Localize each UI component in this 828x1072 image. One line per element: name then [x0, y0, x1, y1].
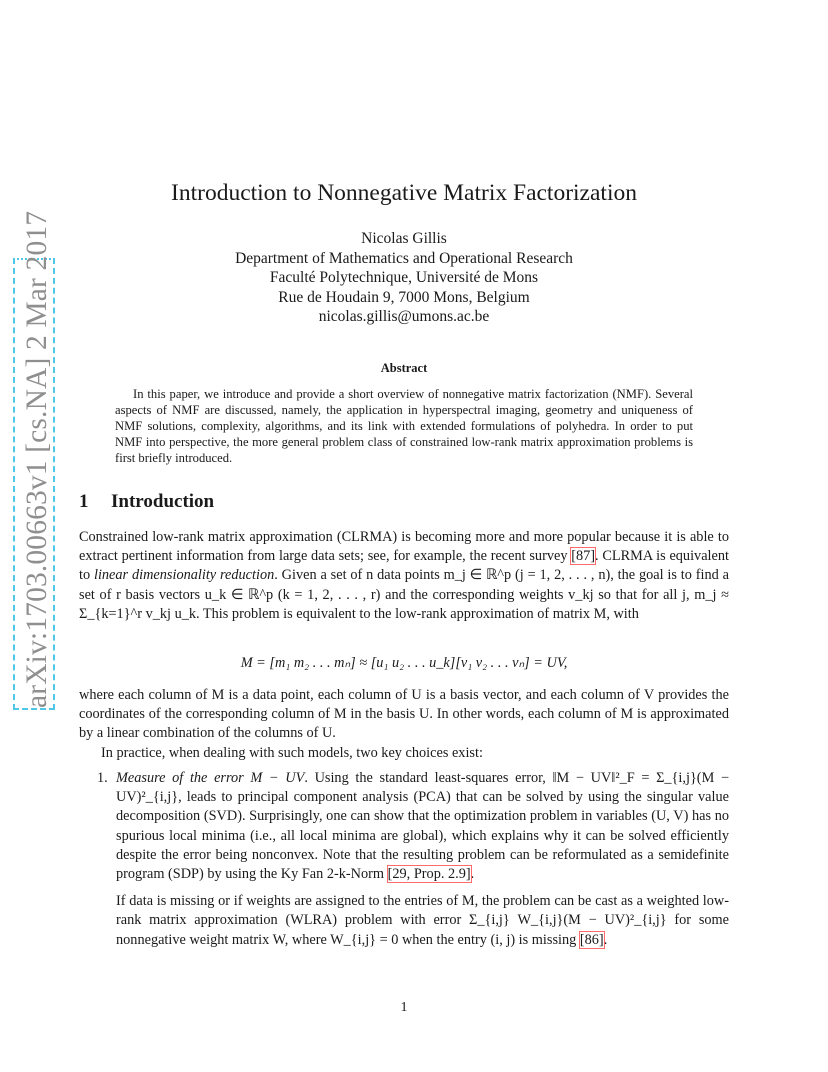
section-number: 1: [79, 491, 89, 512]
author-email[interactable]: nicolas.gillis@umons.ac.be: [318, 308, 490, 325]
affiliation-line: Rue de Houdain 9, 7000 Mons, Belgium: [278, 288, 530, 306]
page-number: 1: [400, 1000, 408, 1015]
list-marker: 1.: [97, 770, 108, 786]
citation-link[interactable]: [29, Prop. 2.9]: [387, 866, 471, 883]
equation: M = [m₁ m₂ . . . mₙ] ≈ [u₁ u₂ . . . u_k][v₁ v₂ . . . vₙ] = UV,: [240, 655, 568, 671]
list-item-text: .: [603, 931, 608, 948]
arxiv-identifier[interactable]: arXiv:1703.00663v1 [cs.NA] 2 Mar 2017: [21, 210, 53, 708]
section-heading: [79, 491, 214, 513]
paragraph-text: . CLRMA is equivalent to: [79, 548, 729, 584]
list-item: [79, 769, 729, 884]
paragraph-text: . Given a set of n data points m_j ∈ ℝ^p (j = 1, 2, . . . , n), the goal is to find a set of r basis vectors u_k ∈ ℝ^p (k = 1, 2, . . . , r) and the corresponding weights v_kj so that for all j, m_j ≈ Σ_{k=1}^r v_kj u_k. This problem is equivalent to the low-rank approximation of matrix M, with: [79, 567, 729, 622]
paper-title: Introduction to Nonnegative Matrix Factorization: [171, 180, 637, 206]
citation-link[interactable]: [87]: [571, 548, 596, 565]
abstract-text: In this paper, we introduce and provide a short overview of nonnegative matrix factorization (NMF). Several aspects of NMF are discussed, namely, the application in hyperspectral imaging, geometry and uniqueness of NMF solutions, complexity, algorithms, and its link with extended formulations of polyhedra. In order to put NMF into perspective, the more general problem class of constrained low-rank matrix approximation problems is first briefly introduced.: [115, 387, 693, 465]
abstract-heading: Abstract: [380, 361, 428, 375]
section-title: Introduction: [111, 491, 215, 512]
list-item-text: .: [470, 866, 475, 883]
list-item-text: . Using the standard least-squares error, ‖M − UV‖²_F = Σ_{i,j}(M − UV)²_{i,j}, leads to principal component analysis (PCA) that can be solved by using the singular value decomposition (SVD). Surprisingly, one can show that the optimization problem in variables (U, V) has no spurious local minima (i.e., all local minima are global), which explains why it can be solved efficiently despite the error being nonconvex. Note that the resulting problem can be reformulated as a semidefinite program (SDP) by using the Ky Fan 2-k-Norm: [116, 770, 730, 883]
paragraph-columns: where each column of M is a data point, each column of U is a basis vector, and each column of V provides the coordinates of the corresponding column of M in the basis U. In other words, each column of M is approximated by a linear combination of the columns of U.: [79, 687, 729, 742]
list-item-text: If data is missing or if weights are assigned to the entries of M, the problem can be cast as a weighted low-rank matrix approximation (WLRA) problem with error Σ_{i,j} W_{i,j}(M − UV)²_{i,j} for some nonnegative weight matrix W, where W_{i,j} = 0 when the entry (i, j) is missing: [116, 893, 729, 948]
author-block: [0, 229, 808, 327]
list-item-continuation: [79, 892, 729, 950]
paragraph-choices: In practice, when dealing with such models, two key choices exist:: [101, 745, 483, 761]
author-name: Nicolas Gillis: [361, 230, 447, 247]
paragraph-intro: [79, 528, 729, 624]
choices-list: [79, 769, 729, 950]
paragraph-text: Constrained low-rank matrix approximation (CLRMA) is becoming more and more popular because it is able to extract pertinent information from large data sets; see, for example, the recent survey: [79, 529, 729, 565]
affiliation-line: Department of Mathematics and Operational Research: [235, 249, 573, 267]
emphasized-term: linear dimensionality reduction: [93, 567, 275, 584]
emphasized-term: Measure of the error M − UV: [116, 770, 305, 786]
citation-link[interactable]: [86]: [579, 931, 604, 948]
affiliation-line: Faculté Polytechnique, Université de Mons: [269, 269, 539, 286]
